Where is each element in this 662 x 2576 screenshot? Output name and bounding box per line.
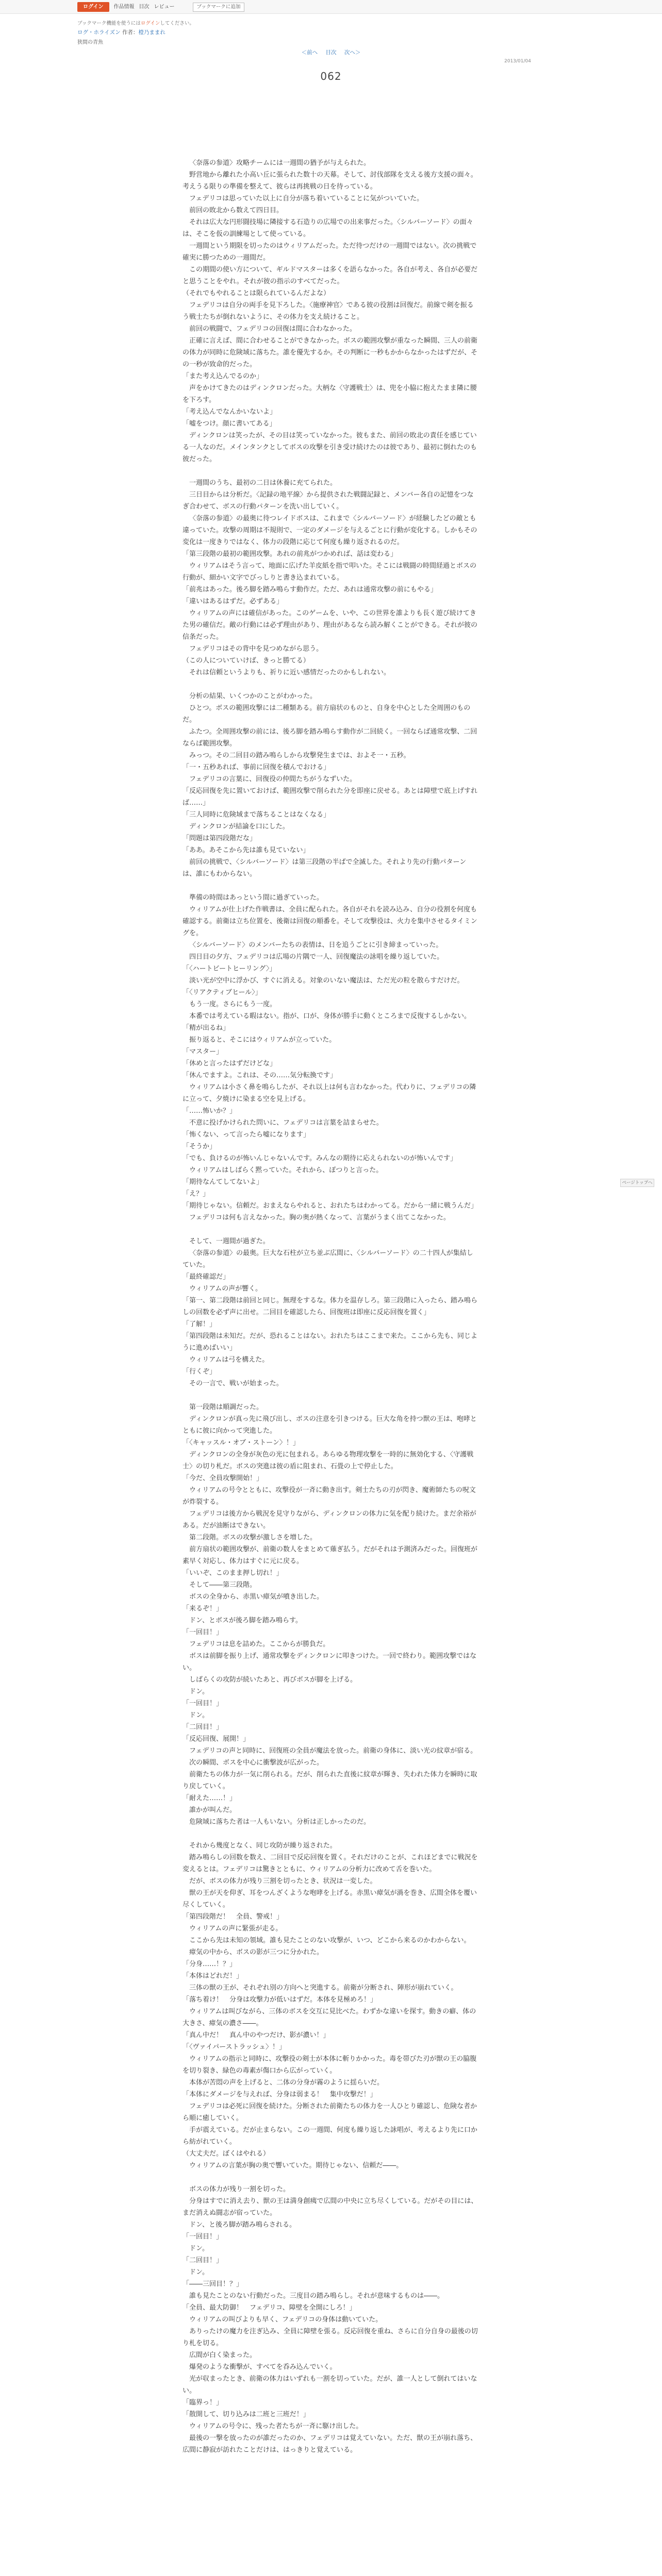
menu-item-novel-info[interactable]: 作品情報 (113, 4, 135, 10)
body-paragraph: 「期待なんてしてないよ」 (183, 1178, 263, 1186)
body-paragraph: ドン。 (189, 1688, 209, 1696)
body-paragraph: 「前兆はあった。後ろ脚を踏み鳴らす動作だ。ただ、あれは通常攻撃の前にもやる」 (183, 586, 437, 594)
body-paragraph: もう一度。さらにもう一度。 (189, 1001, 277, 1008)
notice-login-link[interactable]: ログイン (140, 21, 160, 26)
body-paragraph: 「いいぞ、このまま押し切れ！」 (183, 1569, 283, 1577)
add-bookmark-button[interactable]: ブックマークに追加 (193, 3, 245, 12)
body-paragraph: 分身はすでに消え去り、獣の王は満身創痍で広間の中央に立ち尽くしている。だがその目には、まだ消えぬ闘志が宿っていた。 (183, 2197, 478, 2217)
body-paragraph: ディンクロンの全身が灰色の光に包まれる。あらゆる物理攻撃を一時的に無効化する、〈守護戦士〉の切り札だ。ボスの突進は彼の盾に阻まれ、石畳の上で停止した。 (183, 1451, 474, 1470)
body-paragraph: 「本体にダメージを与えれば、分身は弱まる！ 集中攻撃だ！」 (183, 2091, 377, 2098)
body-section (183, 1235, 479, 1389)
body-paragraph: 第二段階。ボスの攻撃が激しさを増した。 (189, 1534, 317, 1541)
body-paragraph: 「〈リアクティブヒール〉」 (183, 989, 262, 996)
body-paragraph: 前回の挑戦で、〈シルバーソード〉は第三段階の半ばで全滅した。それより先の行動パターンは、誰にもわからない。 (183, 858, 467, 878)
body-paragraph: 本番では考えている暇はない。指が、口が、身体が勝手に動くところまで反復するしかない。 (189, 1012, 471, 1020)
notice-text-before: ブックマーク機能を使うには (77, 21, 141, 26)
body-paragraph: フェデリコは必死に回復を続けた。分断された前衛たちの体力を一人ひとり確認し、危険な者から順に癒していく。 (183, 2103, 477, 2122)
body-paragraph: 「本体はどれだ！」 (183, 1972, 243, 1980)
body-paragraph: 「落ち着け！ 分身は攻撃力が低いはずだ。本体を見極めろ！」 (183, 1996, 377, 2004)
login-notice (77, 19, 194, 26)
body-paragraph: 一週間のうち、最初の二日は休養に充てられた。 (189, 479, 337, 487)
body-paragraph: 前回の敗北から数えて四日目。 (189, 207, 284, 214)
body-paragraph: （大丈夫だ。ぼくはやれる） (183, 2150, 270, 2158)
body-paragraph: ドン。 (189, 2245, 209, 2252)
body-paragraph: 誰かが叫んだ。 (189, 1806, 237, 1814)
body-paragraph: そして――第三段階。 (189, 1581, 257, 1589)
body-paragraph: 「休んでますよ。これは、その……気分転換です」 (183, 1072, 337, 1079)
body-paragraph: 瘴気の中から、ボスの影が三つに分かれた。 (189, 1948, 324, 1956)
notice-text-after: してください。 (160, 21, 194, 26)
body-paragraph: ウィリアムは叫びながら、三体のボスを交互に見比べた。わずかな違いを探す。動きの癖、体の大きさ、瘴気の濃さ――。 (183, 2008, 476, 2027)
body-paragraph: ふたつ。全周囲攻撃の前には、後ろ脚を踏み鳴らす動作が二回続く。一回ならば通常攻撃、二回ならば範囲攻撃。 (183, 728, 477, 748)
body-paragraph: ディンクロンは笑ったが、その目は笑っていなかった。彼もまた、前回の敗北の責任を感じている一人なのだ。メインタンクとしてボスの攻撃を引き受け続けたのは彼であり、最初に倒れたのも彼だった。 (183, 432, 477, 463)
body-paragraph: 「耐えた……！」 (183, 1794, 237, 1802)
body-paragraph: 踏み鳴らしの回数を数え、二回目で反応回復を置く。それだけのことが、これほどまでに戦況を変えるとは。フェデリコは驚きとともに、ウィリアムの分析力に改めて舌を巻いた。 (183, 1854, 478, 1873)
body-paragraph: みっつ。その二回目の踏み鳴らしから攻撃発生までは、およそ一・五秒。 (189, 752, 410, 759)
body-paragraph: 〈奈落の参道〉の最奥に待つレイドボスは、これまで〈シルバーソード〉が経験したどの敵とも違っていた。攻撃の周期は不規則で、一定のダメージを与えるごとに行動が変化する。しかもその変化は一度きりではなく、体力の段階に応じて何度も繰り返されるのだ。 (183, 515, 477, 546)
body-paragraph: 最後の一撃を放ったのが誰だったのか、フェデリコは覚えていない。ただ、獣の王が崩れ落ち、広間に静寂が訪れたことだけは、はっきりと覚えている。 (183, 2434, 477, 2454)
body-paragraph: フェデリコは後方から戦況を見守りながら、ディンクロンの体力に気を配り続けた。まだ余裕がある。だが油断はできない。 (183, 1510, 476, 1530)
body-paragraph: 「反応回復、展開！」 (183, 1735, 250, 1743)
body-paragraph: ボスは前脚を振り上げ、通常攻撃をディンクロンに叩きつけた。一回で終わり。範囲攻撃ではない。 (183, 1652, 477, 1672)
body-paragraph: 三日目からは分析だ。〈記録の地平線〉から提供された戦闘記録と、メンバー各自の記憶をつなぎ合わせて、ボスの行動パターンを洗い出していく。 (183, 491, 474, 511)
author-link[interactable]: 橙乃ままれ (138, 29, 166, 36)
body-paragraph: 「第一、第二段階は前回と同じ。無理をするな。体力を温存しろ。第三段階に入ったら、踏み鳴らしの回数を必ず声に出せ。二回目を確認したら、回復班は即座に反応回復を置く」 (183, 1297, 478, 1316)
body-paragraph: 「今だ、全員攻撃開始！」 (183, 1475, 263, 1482)
body-section (183, 1840, 479, 2172)
body-paragraph: 不意に投げかけられた問いに、フェデリコは言葉を詰まらせた。 (189, 1119, 383, 1127)
novel-title-link[interactable]: ログ・ホライズン (77, 29, 121, 36)
chapter-group-title: 狭間の青魚 (77, 40, 103, 45)
body-paragraph: ウィリアムの声には確信があった。このゲームを、いや、この世界を誰よりも長く遊び続けてきた男の確信だ。敵の行動には必ず理由があり、理由があるなら読み解くことができる。それが彼の信条だった。 (183, 609, 478, 641)
body-paragraph: フェデリコは何も言えなかった。胸の奥が熱くなって、言葉がうまく出てこなかった。 (189, 1214, 450, 1222)
body-paragraph: ウィリアムの号令に、残った者たちが一斉に駆け出した。 (189, 2422, 363, 2430)
body-paragraph: 〈奈落の参道〉の最奥。巨大な石柱が立ち並ぶ広間に、〈シルバーソード〉の二十四人が集結していた。 (183, 1249, 473, 1269)
login-button[interactable]: ログイン (77, 2, 109, 12)
body-paragraph: だが、ボスの体力が残り三割を切ったとき、状況は一変した。 (189, 1877, 377, 1885)
body-paragraph: フェデリコはその背中を見つめながら思う。 (189, 645, 323, 653)
body-paragraph: （この人についていけば、きっと勝てる） (183, 657, 310, 665)
body-section (183, 157, 479, 465)
body-paragraph: 「二回目！」 (183, 1723, 223, 1731)
top-bar (0, 0, 662, 14)
main-text (183, 157, 479, 2576)
body-paragraph: 野営地から離れた小高い丘に張られた数十の天幕。そして、討伐部隊を支える後方支援の面々。考えうる限りの準備を整えて、彼らは再挑戦の日を待っている。 (183, 171, 477, 191)
body-paragraph: 「第四段階は未知だ。だが、恐れることはない。おれたちはここまで来た。ここから先も、同じように進めばいい」 (183, 1332, 478, 1352)
body-paragraph: 「了解！」 (183, 1320, 217, 1328)
body-paragraph: 「え？」 (183, 1190, 210, 1198)
body-paragraph: ドン、とボスが後ろ脚を踏み鳴らす。 (189, 1617, 302, 1624)
body-paragraph: 「考え込んでなんかいないよ」 (183, 408, 277, 416)
body-paragraph: 「来るぞ！」 (183, 1605, 223, 1613)
body-paragraph: 「ああ。あそこから先は誰も見ていない」 (183, 846, 310, 854)
body-paragraph: それから幾度となく、同じ攻防が繰り返された。 (189, 1842, 337, 1850)
body-paragraph: 「一回目！」 (183, 1700, 223, 1707)
body-paragraph: 「〈ヴァイパーストラッシュ〉！」 (183, 2043, 286, 2051)
body-paragraph: フェデリコは思っていた以上に自分が落ち着いていることに気がついていた。 (189, 195, 424, 202)
body-paragraph: それは信頼というよりも、祈りに近い感情だったのかもしれない。 (189, 669, 391, 676)
body-paragraph: 「行くぞ」 (183, 1368, 217, 1376)
body-section (183, 690, 479, 880)
body-paragraph: （それでもやれることは限られているんだよな） (183, 290, 330, 297)
novel-body (183, 157, 479, 2576)
body-paragraph: しばらくの攻防が続いたあと、再びボスが脚を上げる。 (189, 1676, 357, 1684)
body-paragraph: 淡い光が空中に浮かび、すぐに消える。対象のいない魔法は、ただ光の粒を散らすだけだ。 (189, 977, 464, 985)
body-paragraph: 正確に言えば、間に合わせることができなかった。ボスの範囲攻撃が重なった瞬間、三人の前衛の体力が同時に危険域に落ちた。誰を優先するか。その判断に一秒もかからなかったはずだが、その一秒が致命的だった。 (183, 337, 478, 368)
body-paragraph: 「真ん中だ！ 真ん中のやつだけ、影が濃い！」 (183, 2031, 330, 2039)
author-label: 作者： (122, 29, 139, 36)
body-paragraph: 前方扇状の範囲攻撃が、前衛の数人をまとめて薙ぎ払う。だがそれは予測済みだった。回復班が素早く対応し、体力はすぐに元に戻る。 (183, 1546, 478, 1565)
body-paragraph: ボスの全身から、赤黒い瘴気が噴き出した。 (189, 1593, 324, 1601)
body-paragraph: 「〈ハートビートヒーリング〉」 (183, 965, 276, 973)
body-paragraph: 「――三回目！？」 (183, 2280, 243, 2288)
body-paragraph: 〈奈落の参道〉攻略チームには一週間の猶予が与えられた。 (189, 159, 371, 167)
body-paragraph: 獣の王が天を仰ぎ、耳をつんざくような咆哮を上げる。赤黒い瘴気が渦を巻き、広間全体を覆い尽くしていく。 (183, 1889, 477, 1909)
body-paragraph: フェデリコは自分の両手を見下ろした。〈施療神官〉である彼の役割は回復だ。前線で剣を振るう戦士たちが倒れないように、その体力を支え続けること。 (183, 301, 474, 321)
body-paragraph: ひとつ。ボスの範囲攻撃には二種類ある。前方扇状のものと、自身を中心とした全周囲のものだ。 (183, 704, 471, 724)
body-paragraph: ディンクロンが真っ先に飛び出し、ボスの注意を引きつける。巨大な角を持つ獣の王は、咆哮とともに彼に向かって突進した。 (183, 1415, 477, 1435)
body-paragraph: 本体が苦悶の声を上げると、二体の分身が霧のように揺らいだ。 (189, 2079, 384, 2087)
body-paragraph: ウィリアムは弓を構えた。 (189, 1356, 269, 1364)
body-paragraph: ドン。 (189, 1711, 209, 1719)
body-paragraph: 「反応回復を先に置いておけば、範囲攻撃で削られた分を即座に戻せる。あとは障壁で底上げすれば……」 (183, 787, 478, 807)
body-paragraph: ありったけの魔力を注ぎ込み、全員に障壁を張る。反応回復を重ね、さらに自分自身の最後の切り札を切る。 (183, 2328, 478, 2347)
episode-title: 062 (320, 70, 342, 82)
body-paragraph: フェデリコの言葉に、回復役の仲間たちがうなずいた。 (189, 775, 357, 783)
body-paragraph: ウィリアムが仕上げた作戦書は、全員に配られた。各自がそれを読み込み、自分の役割を何度も確認する。前衛は立ち位置を、後衛は回復の順番を。そして攻撃役は、火力を集中させるタイミングを。 (183, 906, 477, 937)
body-paragraph: ウィリアムの号令とともに、攻撃役が一斉に動き出す。剣士たちの刃が閃き、魔術師たちの呪文が炸裂する。 (183, 1486, 476, 1506)
body-paragraph: それは広大な円形闘技場に隣接する石造りの広場での出来事だった。〈シルバーソード〉の面々は、そこを仮の訓練場として使っている。 (183, 218, 473, 238)
page-top-button[interactable]: ページトップへ (620, 1179, 654, 1187)
body-paragraph: 第一段階は順調だった。 (189, 1403, 263, 1411)
body-paragraph: 「期待じゃない。信頼だ。おまえならやれると、おれたちはわかってる。だから一緒に戦うんだ」 (183, 1202, 478, 1210)
body-paragraph: 「嘘をつけ。顔に書いてある」 (183, 420, 276, 428)
body-section (183, 477, 479, 679)
body-paragraph: 前衛たちの体力が一気に削られる。だが、削られた直後に紋章が輝き、失われた体力を瞬時に取り戻していく。 (183, 1771, 477, 1790)
body-paragraph: 振り返ると、そこにはウィリアムが立っていた。 (189, 1036, 336, 1044)
body-paragraph: 手が震えている。だが止まらない。この一週間、何度も繰り返した詠唱が、考えるより先に口から紡がれていく。 (183, 2126, 478, 2146)
body-paragraph: ドン。 (189, 2268, 209, 2276)
body-paragraph: 「全員、最大防御！ フェデリコ、障壁を全開にしろ！」 (183, 2304, 356, 2312)
body-paragraph: 「臨界っ！」 (183, 2399, 223, 2406)
body-paragraph: そして、一週間が過ぎた。 (189, 1238, 270, 1245)
body-paragraph: 「問題は第四段階だな」 (183, 835, 257, 842)
body-paragraph: 「〈キャッスル・オブ・ストーン〉！」 (183, 1439, 300, 1447)
body-paragraph: 「三人同時に危険域まで落ちることはなくなる」 (183, 811, 330, 819)
body-paragraph: 分析の結果、いくつかのことがわかった。 (189, 692, 317, 700)
body-section (183, 2183, 479, 2456)
body-paragraph: 「マスター」 (183, 1048, 223, 1056)
body-paragraph: 誰も見たことのない行動だった。三度目の踏み鳴らし。それが意味するものは――。 (189, 2292, 444, 2300)
body-paragraph: 一週間という期限を切ったのはウィリアムだった。ただ待つだけの一週間ではない。次の挑戦で確実に勝つための一週間だ。 (183, 242, 477, 262)
next-episode-link[interactable]: 次へ＞ (344, 49, 361, 56)
body-paragraph: 声をかけてきたのはディンクロンだった。大柄な〈守護戦士〉は、兜を小脇に抱えたまま隣に腰を下ろす。 (183, 384, 477, 404)
body-paragraph: 「第三段階の最初の範囲攻撃。あれの前兆がつかめれば、話は変わる」 (183, 550, 398, 558)
body-paragraph: その一言で、戦いが始まった。 (189, 1380, 283, 1387)
body-paragraph: 「でも、負けるのが怖いんじゃないんです。みんなの期待に応えられないのが怖いんです」 (183, 1155, 457, 1162)
body-paragraph: 「……怖いか？」 (183, 1107, 237, 1115)
body-paragraph: ディンクロンが結論を口にした。 (189, 823, 289, 831)
body-paragraph: 「そうか」 (183, 1143, 217, 1150)
body-paragraph: 「一回目！」 (183, 1629, 223, 1636)
body-paragraph: フェデリコは息を詰めた。ここからが勝負だ。 (189, 1640, 330, 1648)
body-paragraph: フェデリコの声と同時に、回復班の全員が魔法を放った。前衛の身体に、淡い光の紋章が宿る。 (189, 1747, 477, 1755)
body-paragraph: ウィリアムの声に緊張が走る。 (189, 1925, 283, 1933)
body-paragraph: 「散開して、切り込みは二班と三班だ！」 (183, 2411, 310, 2418)
novel-info (77, 28, 166, 36)
body-paragraph: ウィリアムの言葉が胸の奥で響いていた。期待じゃない、信頼だ――。 (189, 2162, 403, 2170)
body-paragraph: 「第四段階だ！ 全員、警戒！」 (183, 1913, 284, 1921)
body-paragraph: 「違いはあるはずだ。必ずある」 (183, 598, 284, 605)
body-paragraph: 次の瞬間、ボスを中心に衝撃波が広がった。 (189, 1759, 324, 1767)
body-paragraph: 危険域に落ちた者は一人もいない。分析は正しかったのだ。 (189, 1818, 371, 1826)
body-paragraph: 「一・五秒あれば、事前に回復を積んでおける」 (183, 764, 330, 771)
body-paragraph: 四日目の夕方、フェデリコは広場の片隅で一人、回復魔法の詠唱を繰り返していた。 (189, 953, 444, 961)
body-paragraph: 光が収まったとき、前衛の体力はいずれも一割を切っていた。だが、誰一人として倒れてはいない。 (183, 2375, 477, 2395)
body-paragraph: 「怖くない、って言ったら嘘になります」 (183, 1131, 310, 1139)
body-paragraph: 前回の戦闘で、フェデリコの回復は間に合わなかった。 (189, 325, 356, 333)
body-paragraph: 「休めと言ったはずだけどな」 (183, 1060, 277, 1067)
body-paragraph: 「最終確認だ」 (183, 1273, 230, 1281)
body-paragraph: ボスの体力が残り一割を切った。 (189, 2185, 290, 2193)
body-section (183, 892, 479, 1224)
body-paragraph: 「また考え込んでるのか」 (183, 372, 263, 380)
body-paragraph: ウィリアムの指示と同時に、攻撃役の剣士が本体に斬りかかった。毒を帯びた刃が獣の王の脇腹を切り裂き、緑色の毒素が傷口から広がっていく。 (183, 2055, 477, 2075)
top-bar-menu (77, 2, 244, 12)
episode-date: 2013/01/04 (504, 59, 531, 64)
toc-link[interactable]: 目次 (325, 49, 337, 56)
body-paragraph: 〈シルバーソード〉のメンバーたちの表情は、日を追うごとに引き締まっていった。 (189, 941, 443, 949)
body-paragraph: この期間の使い方について、ギルドマスターは多くを語らなかった。各自が考え、各自が必要だと思うことをやれ。それが彼の指示のすべてだった。 (183, 266, 478, 285)
menu-item-review[interactable]: レビュー (154, 4, 175, 10)
body-paragraph: 準備の時間はあっという間に過ぎていった。 (189, 894, 323, 902)
body-paragraph: ウィリアムはしばらく黙っていた。それから、ぽつりと言った。 (189, 1166, 383, 1174)
body-paragraph: ここから先は未知の領域。誰も見たことのない攻撃が、いつ、どこから来るのかわからない。 (189, 1937, 471, 1944)
body-paragraph: ドン、と後ろ脚が踏み鳴らされる。 (189, 2221, 296, 2229)
prev-episode-link[interactable]: ＜前へ (301, 49, 318, 56)
body-section (183, 1401, 479, 1828)
body-paragraph: ウィリアムは小さく鼻を鳴らしたが、それ以上は何も言わなかった。代わりに、フェデリコの隣に立って、夕焼けに染まる空を見上げる。 (183, 1083, 476, 1103)
body-paragraph: 「二回目！」 (183, 2257, 223, 2264)
body-paragraph: ウィリアムはそう言って、地面に広げた羊皮紙を指で叩いた。そこには戦闘の時間経過とボスの行動が、細かい文字でびっしりと書き込まれている。 (183, 562, 477, 582)
body-paragraph: 三体の獣の王が、それぞれ別の方向へと突進する。前衛が分断され、陣形が崩れていく。 (189, 1984, 458, 1992)
body-paragraph: 爆発のような衝撃が、すべてを呑み込んでいく。 (189, 2363, 337, 2371)
body-paragraph: ウィリアムの叫びよりも早く、フェデリコの身体は動いていた。 (189, 2316, 383, 2324)
body-paragraph: 広間が白く染まった。 (189, 2351, 257, 2359)
body-paragraph: 「精が出るね」 (183, 1024, 230, 1032)
body-paragraph: ウィリアムの声が響く。 (189, 1285, 262, 1293)
menu-item-toc[interactable]: 目次 (139, 4, 150, 10)
body-paragraph: 「一回目！」 (183, 2233, 223, 2241)
episode-nav (0, 48, 662, 56)
body-paragraph: 「分身……！？」 (183, 1960, 237, 1968)
